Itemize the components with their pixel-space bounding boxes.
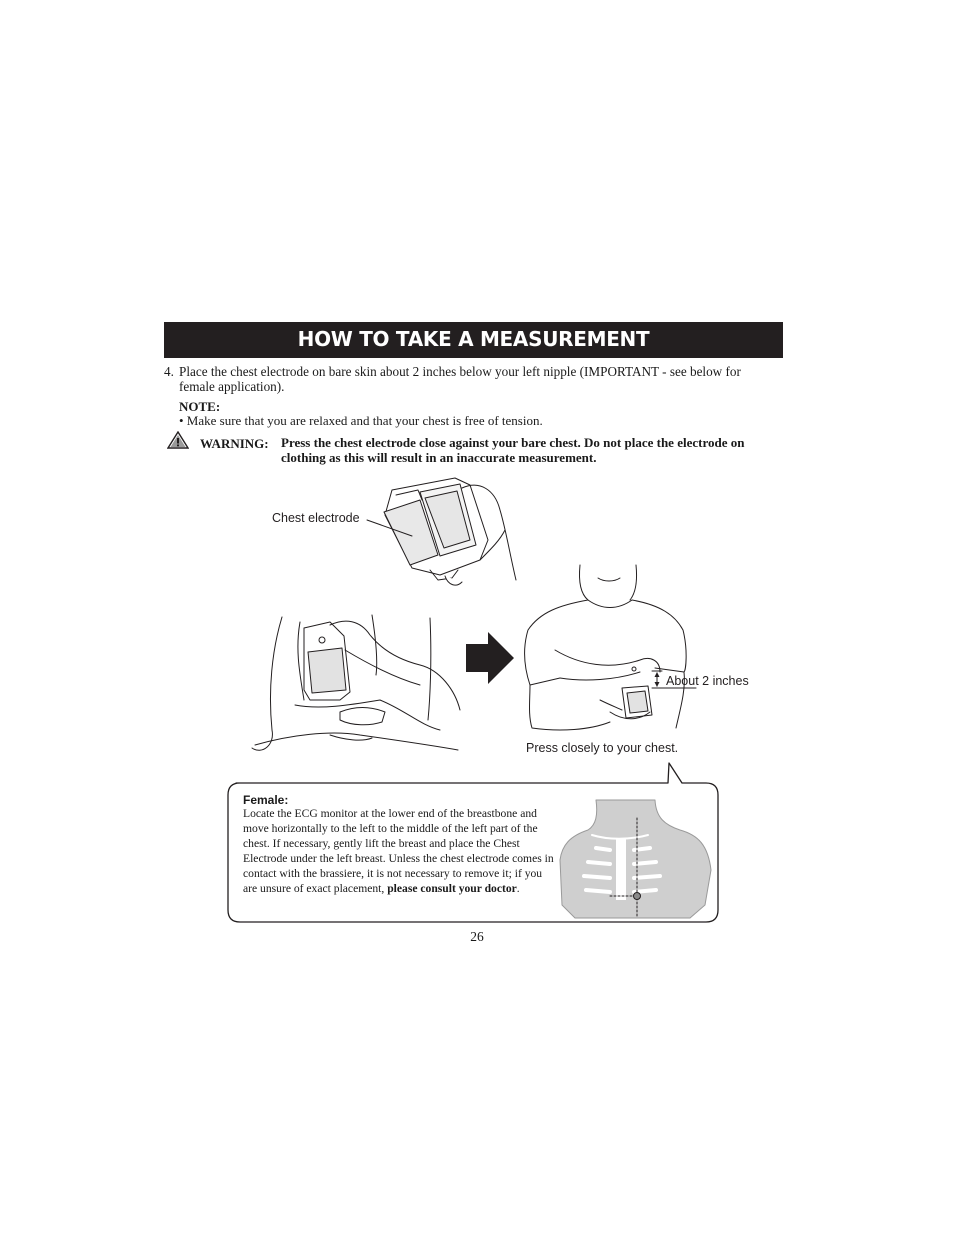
female-text-body: Locate the ECG monitor at the lower end of the breastbone and move horizontally to the left to the middle of the left part of the chest. If necessary, gently lift the breast and place the Chest Electrode under the left breast. Unless the chest electrode comes in contact with the brassiere, it is not necessary to remove it; if you are unsure of exact placement, — [243, 807, 554, 895]
section-title: HOW TO TAKE A MEASUREMENT — [297, 327, 650, 351]
female-text-period: . — [516, 882, 520, 895]
seated-person-illustration — [252, 615, 460, 750]
female-text-bold: please consult your doctor — [387, 882, 517, 895]
female-instructions — [243, 806, 555, 896]
standing-person-illustration — [525, 565, 686, 730]
chest-electrode-device — [384, 478, 516, 585]
note-label: NOTE: — [179, 399, 221, 414]
arrow-right-icon — [466, 632, 514, 684]
note-text: • Make sure that you are relaxed and that your chest is free of tension. — [179, 413, 543, 428]
press-caption: Press closely to your chest. — [526, 741, 679, 755]
page-number: 26 — [470, 929, 484, 944]
female-title: Female: — [243, 793, 289, 807]
step-number: 4. — [164, 364, 174, 379]
chest-electrode-label: Chest electrode — [272, 511, 360, 525]
warning-text: Press the chest electrode close against your bare chest. Do not place the electrode on clothing as this will result in an inaccurate measurement. — [281, 435, 745, 465]
step-text: Place the chest electrode on bare skin about 2 inches below your left nipple (IMPORTANT - see below for female application). — [179, 364, 741, 394]
distance-label: About 2 inches — [666, 674, 749, 688]
warning-label: WARNING: — [200, 436, 269, 451]
